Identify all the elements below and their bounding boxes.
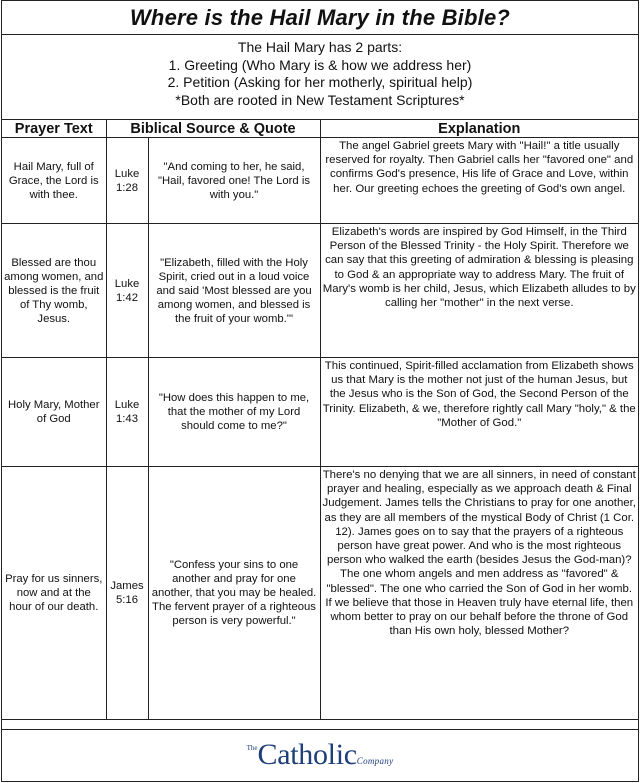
prayer-text-cell: Blessed are thou among women, and blessed is the fruit of Thy womb, Jesus.: [2, 224, 106, 358]
prayer-text-cell: Hail Mary, full of Grace, the Lord is with thee.: [2, 138, 106, 224]
footer: [2, 729, 638, 781]
prayer-text-cell: Holy Mary, Mother of God: [2, 358, 106, 467]
intro-line-1: The Hail Mary has 2 parts:: [237, 39, 403, 55]
scripture-quote: "How does this happen to me, that the mother of my Lord should come to me?": [148, 358, 320, 467]
intro-line-3: 2. Petition (Asking for her motherly, spiritual help): [167, 74, 473, 90]
catholic-company-logo: [247, 738, 394, 772]
hail-mary-worksheet: [1, 0, 639, 782]
table-row: [2, 467, 638, 720]
explanation-cell: There's no denying that we are all sinners, in need of constant prayer and healing, especially as we approach death & Final Judgement. James tells the Christians to pray for one another, as they are all members of the mystical Body of Christ (1 Cor. 12). James goes on to say that the prayers of a righteous person have great power. And who is the most righteous person who walked the earth (besides Jesus the God-man)? The one whom angels and men address as "favored" & "blessed". The one who carried the Son of God in her womb. If we believe that those in Heaven truly have eternal life, then whom better to pray on our behalf before the throne of God than His own holy, blessed Mother?: [320, 467, 638, 720]
scripture-quote: "Confess your sins to one another and pray for one another, that you may be healed. The fervent prayer of a righteous person is very powerful.": [148, 467, 320, 720]
header-explanation: Explanation: [320, 120, 638, 138]
page-title: Where is the Hail Mary in the Bible?: [2, 1, 638, 35]
logo-company: Company: [356, 756, 394, 766]
intro-section: [2, 35, 638, 120]
scripture-reference: James 5:16: [106, 467, 148, 720]
scripture-table: [2, 120, 638, 720]
intro-line-4: *Both are rooted in New Testament Scriptures*: [175, 91, 465, 108]
table-row: [2, 358, 638, 467]
scripture-reference: Luke 1:42: [106, 224, 148, 358]
scripture-reference: Luke 1:28: [106, 138, 148, 224]
scripture-quote: "Elizabeth, filled with the Holy Spirit, cried out in a loud voice and said 'Most blessed are you among women, and blessed is the fruit of your womb.'": [148, 224, 320, 358]
table-row: [2, 138, 638, 224]
explanation-cell: The angel Gabriel greets Mary with "Hail!" a title usually reserved for royalty. Then Gabriel calls her "favored one" and confirms God's presence, His life of Grace and Love, within her. Our greeting echoes the greeting of God's own angel.: [320, 138, 638, 224]
scripture-reference: Luke 1:43: [106, 358, 148, 467]
table-header-row: [2, 120, 638, 138]
table-row: [2, 224, 638, 358]
explanation-cell: Elizabeth's words are inspired by God Himself, in the Third Person of the Blessed Trinity - the Holy Spirit. Therefore we can say that this greeting of admiration & blessing is pleasing to God & an appropriate way to address Mary. The fruit of Mary's womb is her child, Jesus, which Elizabeth alludes to by calling her "mother" in the next verse.: [320, 224, 638, 358]
prayer-text-cell: Pray for us sinners, now and at the hour of our death.: [2, 467, 106, 720]
explanation-cell: This continued, Spirit-filled acclamation from Elizabeth shows us that Mary is the mother not just of the human Jesus, but the Jesus who is the Son of God, the Second Person of the Trinity. Elizabeth, & we, therefore rightly call Mary "holy," & the "Mother of God.": [320, 358, 638, 467]
logo-wordmark: Catholic: [257, 738, 357, 771]
intro-line-2: 1. Greeting (Who Mary is & how we address her): [168, 56, 472, 73]
header-biblical-source: Biblical Source & Quote: [106, 120, 320, 138]
header-prayer-text: Prayer Text: [2, 120, 106, 138]
scripture-quote: "And coming to her, he said, "Hail, favored one! The Lord is with you.": [148, 138, 320, 224]
logo-the: The: [246, 744, 258, 752]
